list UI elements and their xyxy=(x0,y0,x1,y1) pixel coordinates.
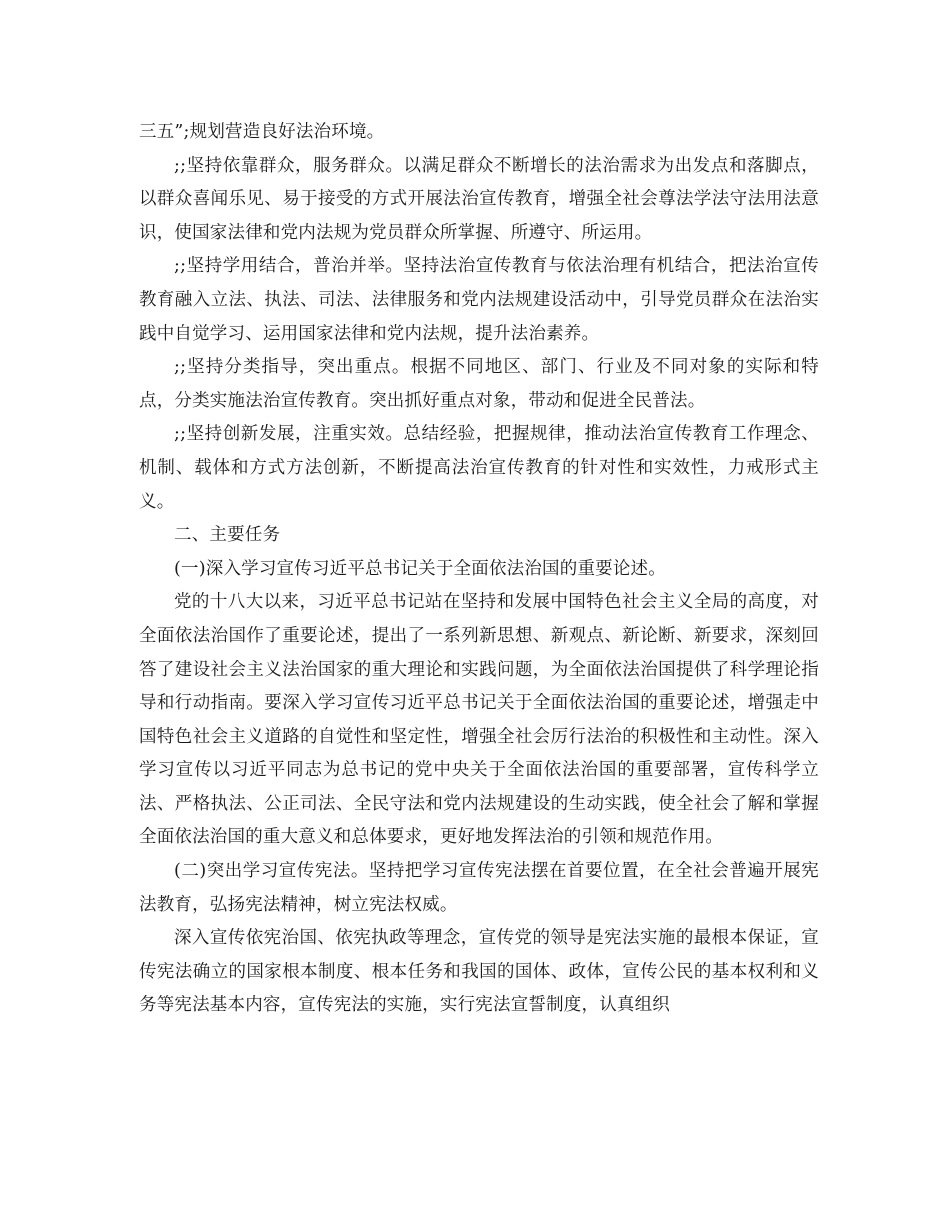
document-page xyxy=(139,116,819,1023)
subsection-heading: (一)深入学习宣传习近平总书记关于全面依法治国的重要论述。 xyxy=(174,558,666,579)
paragraph: ;;坚持分类指导，突出重点。根据不同地区、部门、行业及不同对象的实际和特点，分类实施法治宣传教育。突出抓好重点对象，带动和促进全民普法。 xyxy=(139,357,819,411)
section-heading: 二、主要任务 xyxy=(174,525,281,546)
paragraph: ;;坚持学用结合，普治并举。坚持法治宣传教育与依法治理有机结合，把法治宣传教育融入立法、执法、司法、法律服务和党内法规建设活动中，引导党员群众在法治实践中自觉学习、运用国家法律和党内法规，提升法治素养。 xyxy=(139,256,819,344)
paragraph: ;;坚持创新发展，注重实效。总结经验，把握规律，推动法治宣传教育工作理念、机制、载体和方式方法创新，不断提高法治宣传教育的针对性和实效性，力戒形式主义。 xyxy=(139,424,819,512)
paragraph: ;;坚持依靠群众，服务群众。以满足群众不断增长的法治需求为出发点和落脚点，以群众喜闻乐见、易于接受的方式开展法治宣传教育，增强全社会尊法学法守法用法意识，使国家法律和党内法规为党员群众所掌握、所遵守、所运用。 xyxy=(139,155,819,243)
paragraph: 党的十八大以来，习近平总书记站在坚持和发展中国特色社会主义全局的高度，对全面依法治国作了重要论述，提出了一系列新思想、新观点、新论断、新要求，深刻回答了建设社会主义法治国家的重大理论和实践问题，为全面依法治国提供了科学理论指导和行动指南。要深入学习宣传习近平总书记关于全面依法治国的重要论述，增强走中国特色社会主义道路的自觉性和坚定性，增强全社会厉行法治的积极性和主动性。深入学习宣传以习近平同志为总书记的党中央关于全面依法治国的重要部署，宣传科学立法、严格执法、公正司法、全民守法和党内法规建设的生动实践，使全社会了解和掌握全面依法治国的重大意义和总体要求，更好地发挥法治的引领和规范作用。 xyxy=(139,592,819,848)
subsection-heading: (二)突出学习宣传宪法。坚持把学习宣传宪法摆在首要位置，在全社会普遍开展宪法教育，弘扬宪法精神，树立宪法权威。 xyxy=(139,861,819,915)
paragraph: 三五”;规划营造良好法治环境。 xyxy=(139,122,385,142)
paragraph: 深入宣传依宪治国、依宪执政等理念，宣传党的领导是宪法实施的最根本保证，宣传宪法确立的国家根本制度、根本任务和我国的国体、政体，宣传公民的基本权利和义务等宪法基本内容，宣传宪法的实施，实行宪法宣誓制度，认真组织 xyxy=(139,928,819,1016)
